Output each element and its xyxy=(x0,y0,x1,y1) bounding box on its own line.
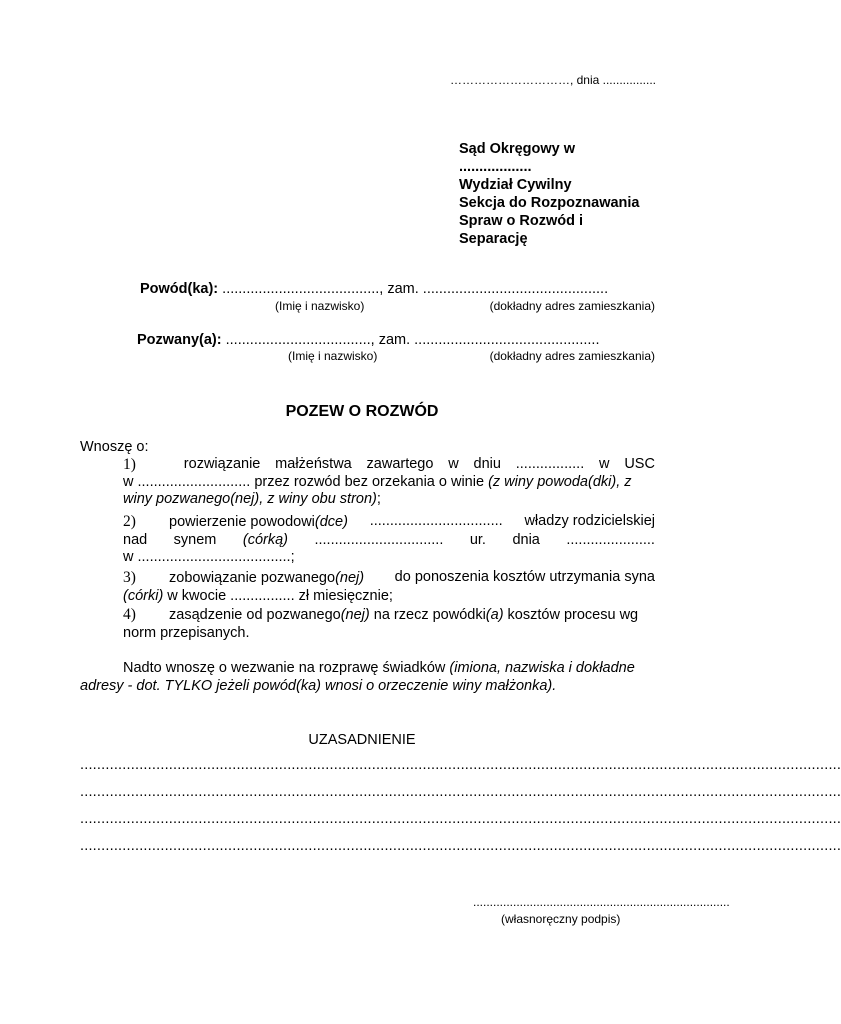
court-name: Sąd Okręgowy w xyxy=(459,141,576,157)
item-4-line-1 xyxy=(123,606,655,625)
item-3-text: do ponoszenia kosztów utrzymania syna xyxy=(394,569,655,585)
signature-line: ............................................................................. xyxy=(473,895,730,909)
court-city-placeholder: .................. xyxy=(459,159,532,175)
word: ................. xyxy=(515,456,585,472)
justification-line-2: .................................................................................................................................................................................... xyxy=(80,784,841,800)
item-4-number: 4) xyxy=(123,606,136,623)
item-4-text: na rzecz powódki xyxy=(369,607,486,623)
item-4-italic-text: (nej) xyxy=(340,607,370,623)
item-3-number: 3) xyxy=(123,569,136,586)
word: nad xyxy=(123,531,148,548)
item-3-line-2 xyxy=(123,588,655,606)
item-3-text: w kwocie ................ zł miesięcznie; xyxy=(163,587,393,604)
item-1-text: w ............................ przez rozwód bez orzekania o winie xyxy=(123,473,489,490)
word: zawartego xyxy=(366,456,434,472)
plaintiff-fill-line: ......................................., zam. .............................................. xyxy=(218,281,609,297)
item-2-text: powierzenie powodowi xyxy=(169,514,315,530)
request-intro: Wnoszę o: xyxy=(80,439,149,455)
request-item-4 xyxy=(123,606,655,642)
word: ................................. xyxy=(369,513,503,529)
request-item-2 xyxy=(123,513,655,567)
word: dnia xyxy=(512,531,540,548)
justification-heading: UZASADNIENIE xyxy=(308,732,416,748)
court-section-line2: Spraw o Rozwód i xyxy=(459,213,584,229)
word: w xyxy=(448,456,459,472)
witnesses-line-1 xyxy=(80,660,655,678)
word: USC xyxy=(624,456,655,472)
plaintiff-address-hint: (dokładny adres zamieszkania) xyxy=(489,299,655,313)
justification-line-4: .................................................................................................................................................................................... xyxy=(80,838,841,854)
item-1-line-3 xyxy=(123,491,655,509)
item-3-italic-text: (nej) xyxy=(335,570,365,586)
word: ur. xyxy=(469,531,486,548)
request-item-3 xyxy=(123,569,655,605)
court-division: Wydział Cywilny xyxy=(459,177,572,193)
item-1-line-1 xyxy=(123,456,655,474)
word: małżeństwa xyxy=(275,456,352,472)
place-date-line xyxy=(450,72,656,88)
defendant-address-hint: (dokładny adres zamieszkania) xyxy=(489,349,655,363)
item-4-italic-text: (a) xyxy=(485,607,504,623)
witnesses-italic-text: (imiona, nazwiska i dokładne xyxy=(449,660,635,676)
word: ...................... xyxy=(566,531,655,548)
plaintiff-label: Powód(ka): xyxy=(140,281,219,297)
court-section-line3: Separację xyxy=(459,231,528,247)
witnesses-line-2 xyxy=(80,678,655,696)
item-2-italic-text: (dce) xyxy=(314,514,348,530)
witnesses-paragraph xyxy=(80,660,655,695)
word: dniu xyxy=(473,456,501,472)
item-2-line-1 xyxy=(123,513,655,532)
witnesses-italic-text: adresy - dot. TYLKO jeżeli powód(ka) wnosi o orzeczenie winy małżonka). xyxy=(80,677,557,694)
plaintiff-line xyxy=(140,281,608,297)
court-address-block xyxy=(459,140,640,248)
item-4-line-2: norm przepisanych. xyxy=(123,624,250,641)
item-3-line-1 xyxy=(123,569,655,588)
item-1-number: 1) xyxy=(123,456,136,473)
word: rozwiązanie xyxy=(183,456,261,472)
court-section-line1: Sekcja do Rozpoznawania xyxy=(459,195,640,211)
word: ................................ xyxy=(314,531,444,548)
item-1-line-2 xyxy=(123,474,655,492)
word: w xyxy=(599,456,610,472)
item-1-italic-text: winy pozwanego(nej), z winy obu stron) xyxy=(123,491,377,507)
item-2-number: 2) xyxy=(123,513,136,530)
document-title: POZEW O ROZWÓD xyxy=(285,403,439,420)
item-4-text: zasądzenie od pozwanego xyxy=(169,607,341,623)
defendant-label: Pozwany(a): xyxy=(137,332,222,348)
defendant-fill-line: ...................................., zam. .............................................. xyxy=(221,332,600,348)
justification-line-3: .................................................................................................................................................................................... xyxy=(80,811,841,827)
item-3-text: zobowiązanie pozwanego xyxy=(169,570,336,586)
item-2-line-3: w ......................................; xyxy=(123,549,295,565)
witnesses-text: Nadto wnoszę o wezwanie na rozprawę świadków xyxy=(123,660,450,676)
plaintiff-name-hint: (Imię i nazwisko) xyxy=(275,299,365,313)
defendant-line xyxy=(137,332,599,348)
item-1-text: ; xyxy=(376,491,381,507)
place-date-text: …………………………, dnia ................ xyxy=(449,73,656,87)
signature-label: (własnoręczny podpis) xyxy=(501,912,621,926)
justification-line-1: .................................................................................................................................................................................... xyxy=(80,757,841,773)
item-4-text: kosztów procesu wg xyxy=(503,607,639,623)
request-item-1 xyxy=(123,456,655,509)
word: (córką) xyxy=(242,531,288,548)
word: władzy rodzicielskiej xyxy=(524,513,655,529)
word: synem xyxy=(173,531,217,548)
item-1-italic-text: (z winy powoda(dki), z xyxy=(488,473,632,490)
defendant-name-hint: (Imię i nazwisko) xyxy=(288,349,378,363)
item-3-italic-text: (córki) xyxy=(123,587,164,604)
item-2-line-2 xyxy=(123,532,655,550)
